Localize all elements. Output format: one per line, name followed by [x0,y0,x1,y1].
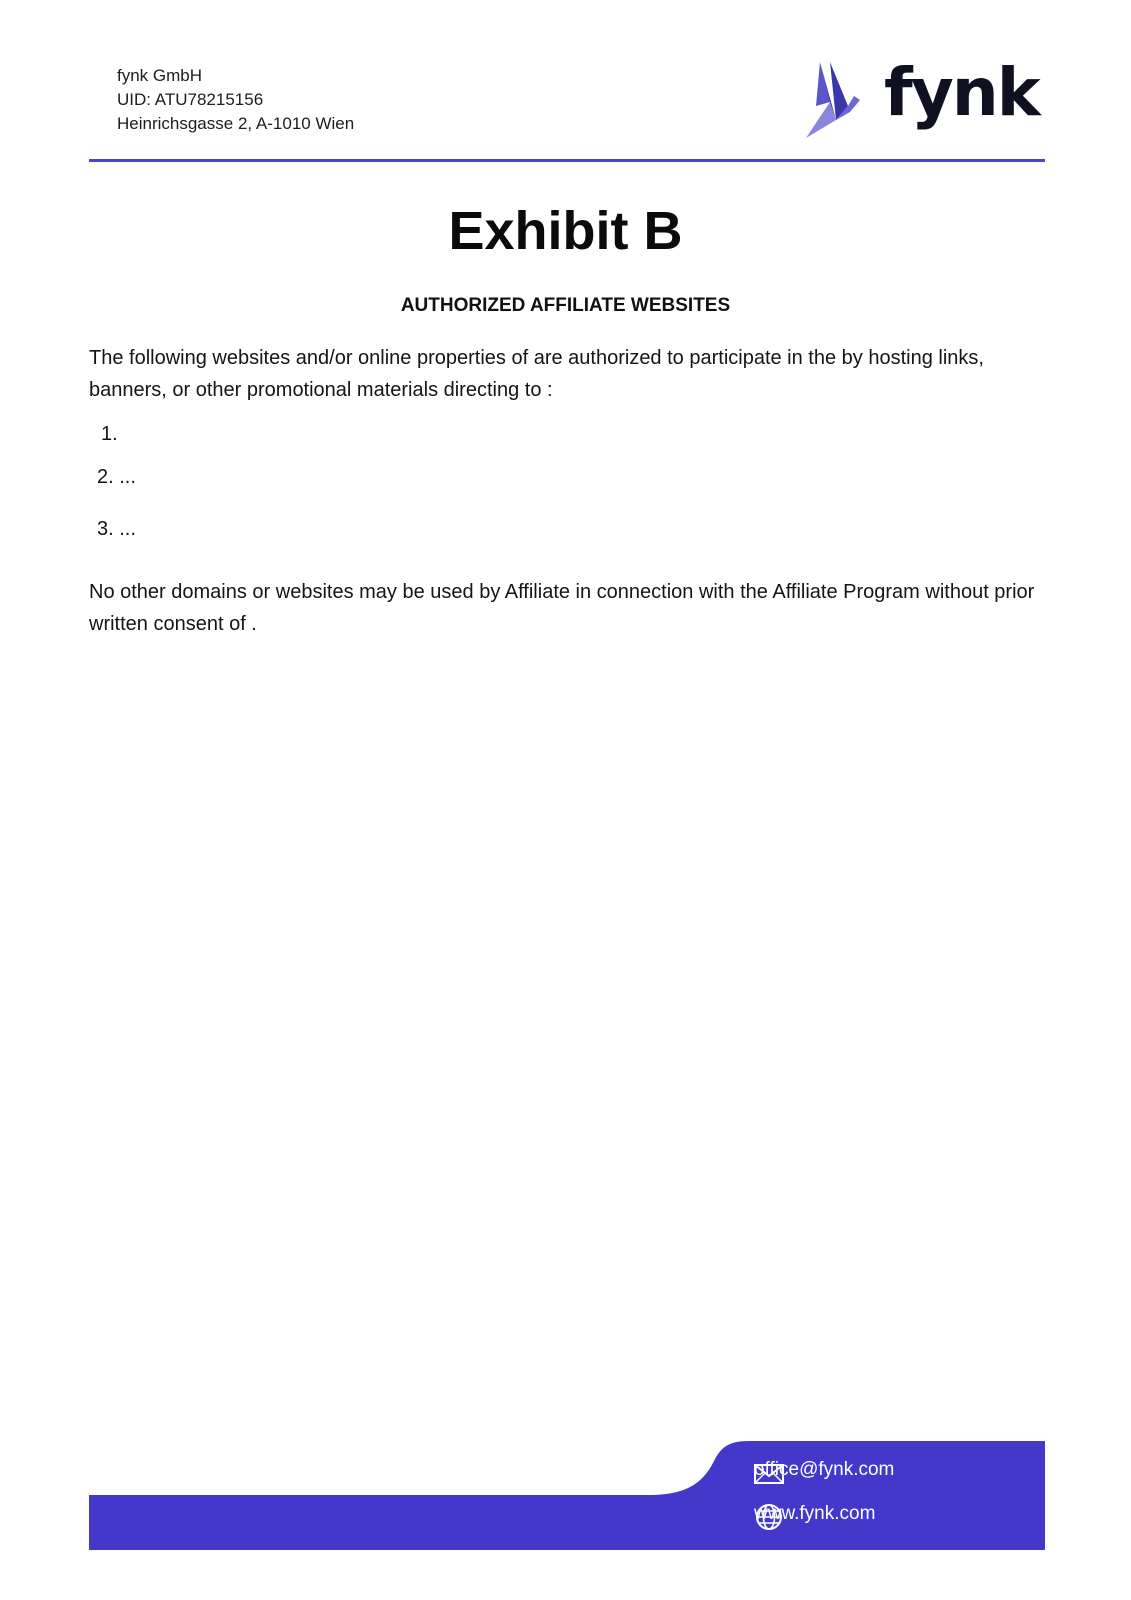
fynk-logo [806,54,1039,142]
company-uid: UID: ATU78215156 [117,90,264,109]
intro-paragraph: The following websites and/or online properties of are authorized to participate in the by hosting links, banners, or other promotional materials directing to : [89,347,984,401]
section-subtitle: AUTHORIZED AFFILIATE WEBSITES [400,295,731,316]
envelope-icon [754,1459,784,1487]
list-item: 1. [101,423,118,445]
company-name: fynk GmbH [117,66,203,85]
footer-email[interactable] [754,1459,894,1481]
footer-background [89,1441,1045,1550]
closing-paragraph: No other domains or websites may be used by Affiliate in connection with the Affiliate Program without prior written consent of . [89,581,1035,635]
logo-wordmark: fynk [884,54,1039,131]
website-text[interactable]: www.fynk.com [754,1503,876,1524]
header-divider [89,159,1045,162]
company-info [117,64,354,136]
footer-bar [89,1441,1045,1550]
company-address: Heinrichsgasse 2, A-1010 Wien [117,114,355,133]
bird-logo-icon [806,62,876,142]
list-item: 2. ... [97,466,136,488]
globe-icon [754,1503,784,1531]
list-item: 3. ... [97,518,136,540]
footer-website[interactable] [754,1503,875,1525]
email-text[interactable]: office@fynk.com [754,1459,895,1480]
page-title: Exhibit B [448,201,683,261]
